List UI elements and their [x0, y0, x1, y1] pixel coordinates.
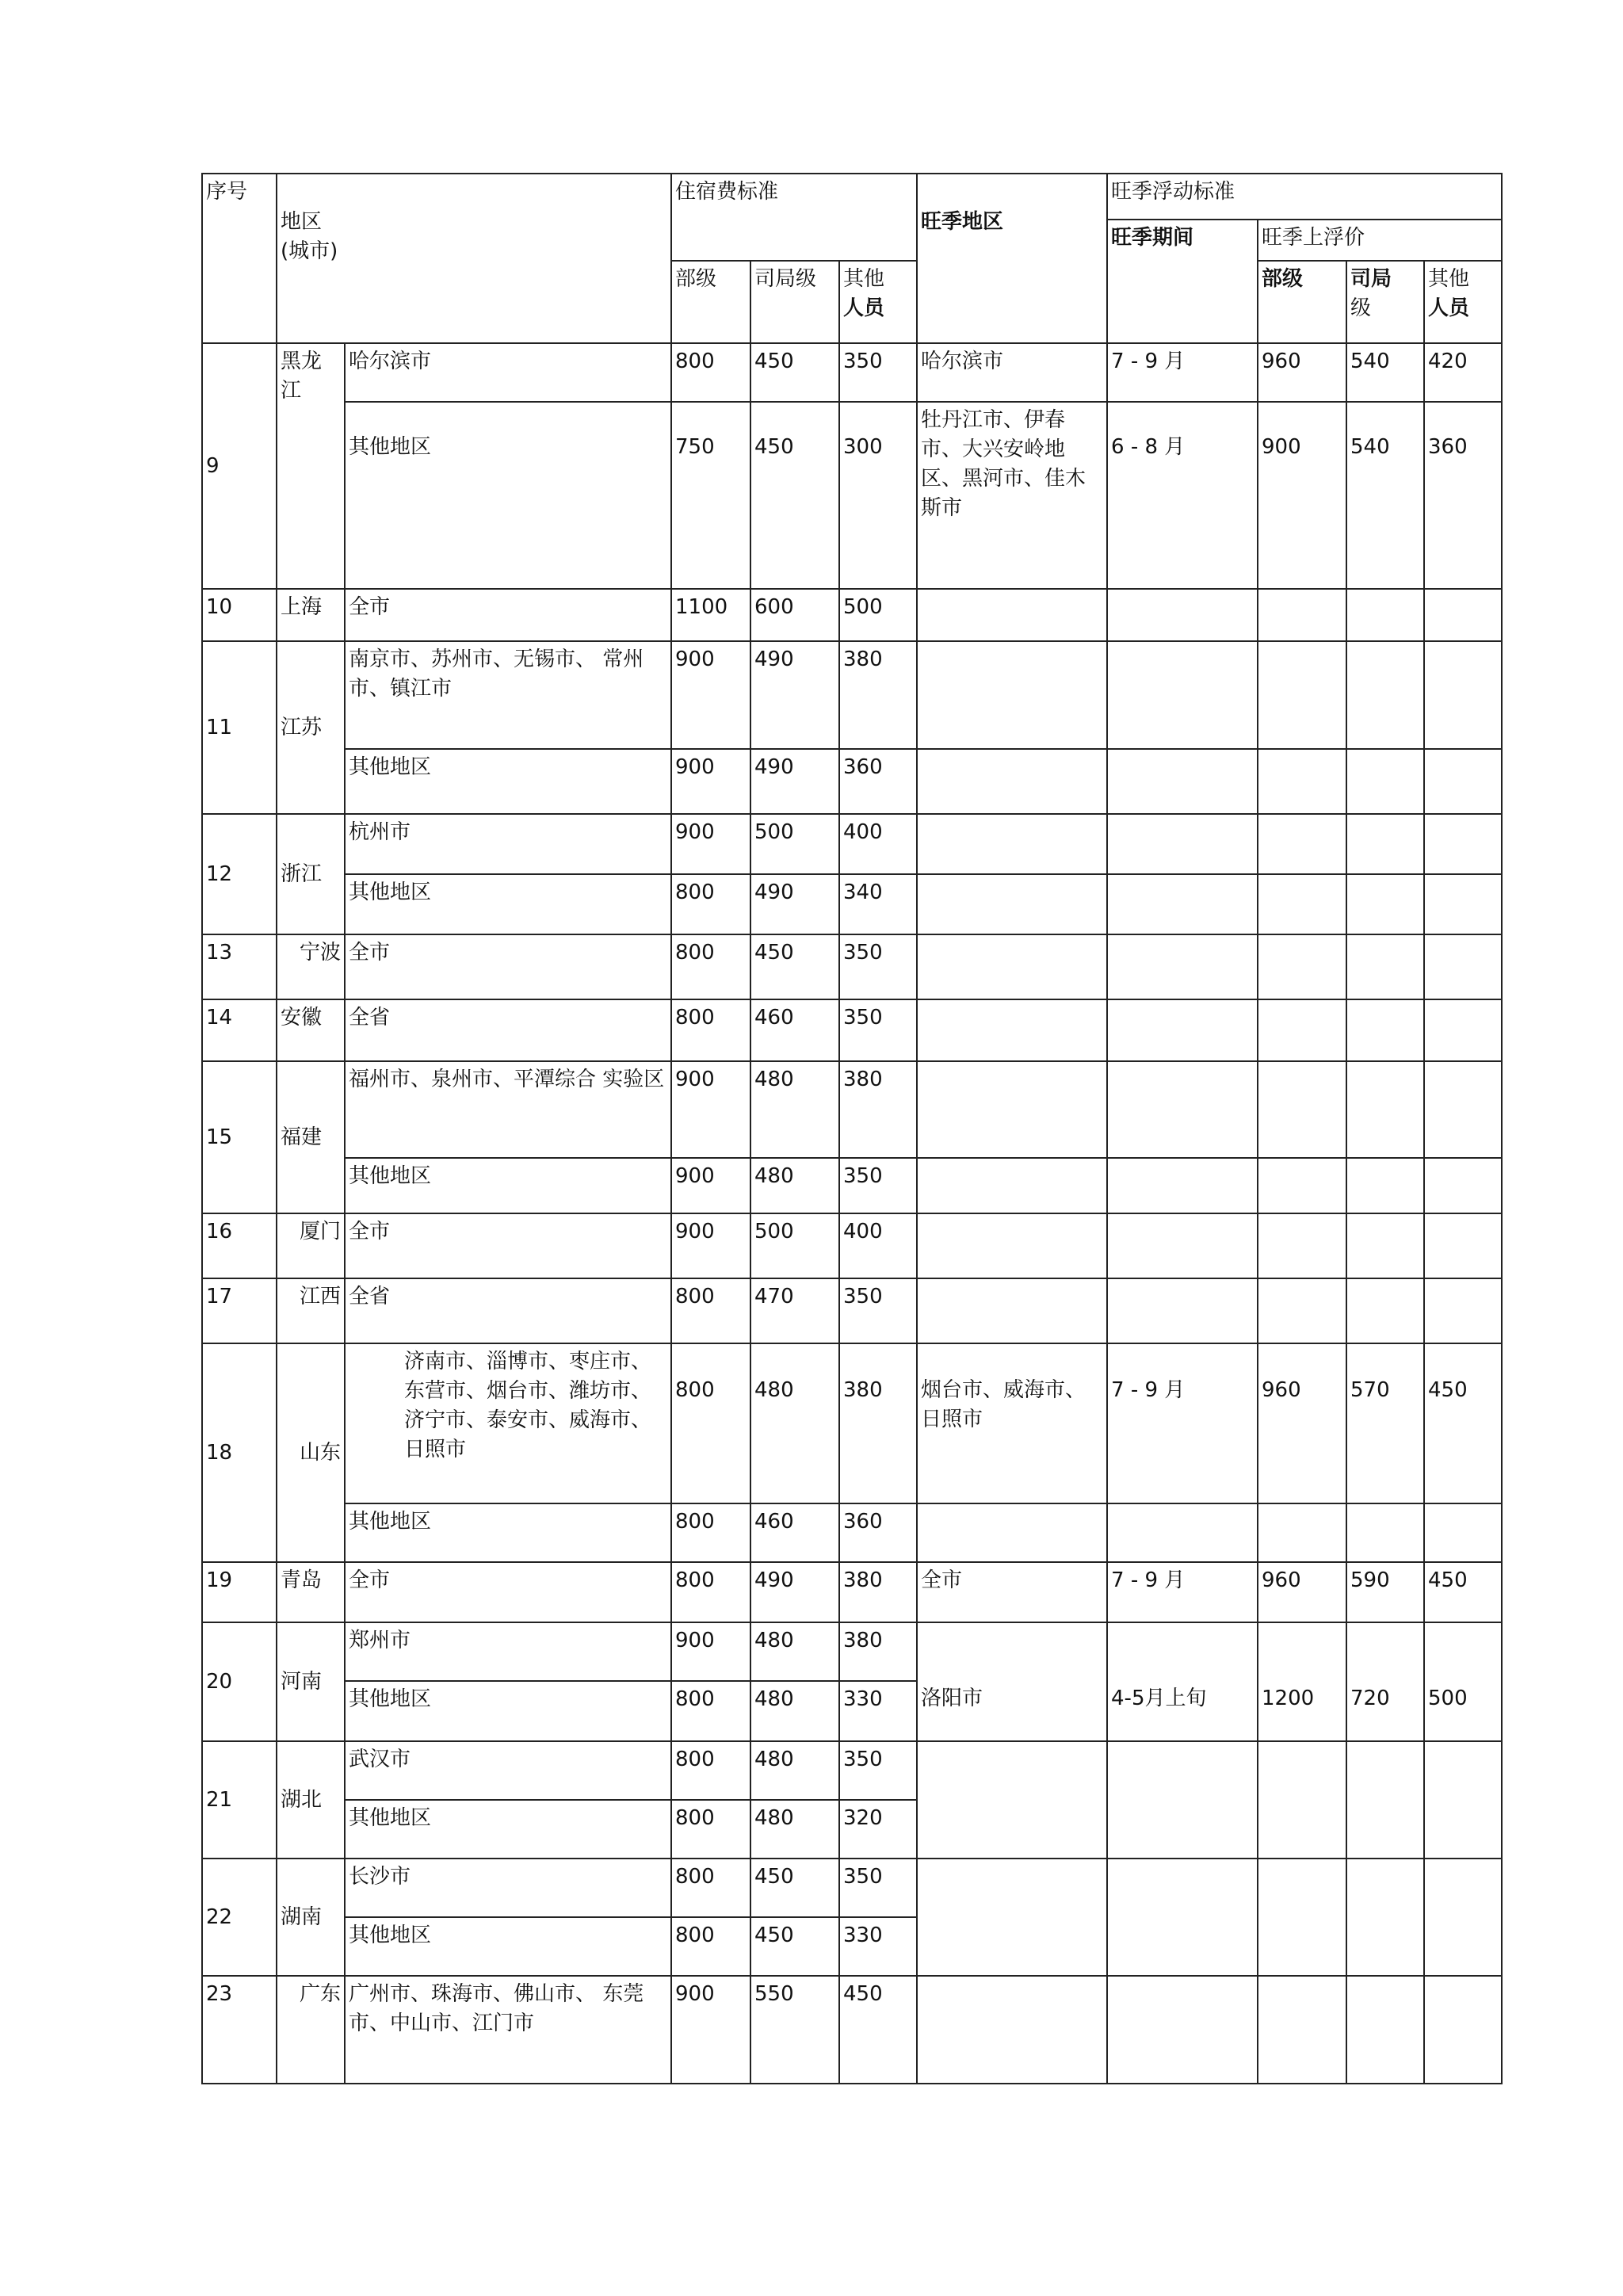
row-peak-ministerial	[1258, 1158, 1346, 1213]
row-area: 济南市、淄博市、枣庄市、东营市、烟台市、潍坊市、济宁市、泰安市、威海市、日照市	[345, 1343, 671, 1503]
row-ministerial: 800	[671, 343, 750, 402]
row-others: 360	[839, 749, 917, 814]
row-peak-others: 360	[1424, 402, 1502, 589]
row-peak-area: 烟台市、威海市、日照市	[917, 1343, 1107, 1503]
row-area: 其他地区	[345, 1800, 671, 1859]
row-peak-ministerial	[1258, 874, 1346, 934]
row-number: 15	[202, 1061, 277, 1213]
row-peak-ministerial	[1258, 641, 1346, 749]
row-bureau: 500	[750, 1213, 839, 1278]
table-row	[202, 1622, 1502, 1681]
row-peak-bureau	[1346, 814, 1424, 874]
row-peak-others-text: 500	[1428, 1687, 1468, 1710]
row-bureau: 480	[750, 1800, 839, 1859]
row-peak-period: 7 - 9 月	[1107, 1562, 1258, 1622]
row-bureau: 480	[750, 1343, 839, 1503]
row-ministerial: 1100	[671, 589, 750, 641]
table-row	[202, 1741, 1502, 1800]
row-peak-area	[917, 1503, 1107, 1562]
row-province: 江苏	[277, 641, 345, 814]
table-row	[202, 934, 1502, 999]
row-peak-area	[917, 1278, 1107, 1343]
row-peak-bureau	[1346, 589, 1424, 641]
header-peak-bureau-line2: 级	[1350, 296, 1372, 320]
row-peak-area	[917, 814, 1107, 874]
row-peak-period	[1107, 1622, 1258, 1741]
row-peak-bureau	[1346, 1278, 1424, 1343]
row-province: 河南	[277, 1622, 345, 1741]
row-peak-period	[1107, 874, 1258, 934]
row-ministerial: 800	[671, 1859, 750, 1917]
row-ministerial: 800	[671, 999, 750, 1061]
row-peak-bureau	[1346, 1859, 1424, 1976]
row-peak-period	[1107, 1859, 1258, 1976]
row-peak-area	[917, 1859, 1107, 1976]
header-seq: 序号	[202, 174, 277, 343]
row-peak-bureau	[1346, 934, 1424, 999]
row-area: 其他地区	[345, 1158, 671, 1213]
row-peak-area	[917, 999, 1107, 1061]
row-peak-bureau: 540	[1346, 343, 1424, 402]
row-peak-others	[1424, 934, 1502, 999]
row-peak-others: 450	[1424, 1343, 1502, 1503]
row-others: 330	[839, 1917, 917, 1976]
row-ministerial: 900	[671, 749, 750, 814]
row-ministerial: 800	[671, 1681, 750, 1741]
row-others: 380	[839, 1343, 917, 1503]
row-peak-others	[1424, 1278, 1502, 1343]
row-ministerial: 800	[671, 874, 750, 934]
row-others: 350	[839, 343, 917, 402]
row-ministerial: 800	[671, 1343, 750, 1503]
row-peak-period	[1107, 934, 1258, 999]
row-peak-period: 7 - 9 月	[1107, 343, 1258, 402]
row-peak-others	[1424, 749, 1502, 814]
row-ministerial: 800	[671, 1562, 750, 1622]
row-area: 武汉市	[345, 1741, 671, 1800]
row-ministerial: 900	[671, 1158, 750, 1213]
header-region	[277, 174, 671, 343]
row-area: 全省	[345, 1278, 671, 1343]
row-peak-period	[1107, 1213, 1258, 1278]
row-others: 350	[839, 1741, 917, 1800]
row-peak-area: 哈尔滨市	[917, 343, 1107, 402]
row-peak-bureau	[1346, 1622, 1424, 1741]
table-row	[202, 1562, 1502, 1622]
row-bureau: 490	[750, 874, 839, 934]
row-number: 10	[202, 589, 277, 641]
row-ministerial: 800	[671, 934, 750, 999]
row-peak-bureau: 540	[1346, 402, 1424, 589]
row-ministerial: 800	[671, 1503, 750, 1562]
header-peak-others-line2: 人员	[1428, 296, 1470, 320]
row-peak-period	[1107, 1976, 1258, 2084]
row-ministerial: 800	[671, 1741, 750, 1800]
row-number: 19	[202, 1562, 277, 1622]
row-peak-others	[1424, 641, 1502, 749]
row-others: 380	[839, 641, 917, 749]
row-area: 其他地区	[345, 1681, 671, 1741]
row-others: 500	[839, 589, 917, 641]
row-others: 400	[839, 814, 917, 874]
header-region-sub: (城市)	[281, 239, 338, 263]
row-others: 320	[839, 1800, 917, 1859]
row-others: 300	[839, 402, 917, 589]
table-row	[202, 1343, 1502, 1503]
row-province: 广东	[277, 1976, 345, 2084]
row-peak-ministerial	[1258, 1976, 1346, 2084]
row-bureau: 460	[750, 1503, 839, 1562]
table-row	[202, 402, 1502, 589]
row-province: 山东	[277, 1343, 345, 1562]
row-peak-others	[1424, 1859, 1502, 1976]
row-peak-bureau	[1346, 641, 1424, 749]
row-peak-area	[917, 1741, 1107, 1859]
row-number: 21	[202, 1741, 277, 1859]
header-lodging-others	[839, 261, 917, 343]
row-peak-area: 全市	[917, 1562, 1107, 1622]
row-area: 全市	[345, 1562, 671, 1622]
header-peak-others	[1424, 261, 1502, 343]
row-bureau: 480	[750, 1681, 839, 1741]
row-peak-area	[917, 874, 1107, 934]
header-others-line1: 其他	[843, 267, 885, 291]
row-peak-bureau	[1346, 999, 1424, 1061]
row-others: 350	[839, 1158, 917, 1213]
row-area: 全市	[345, 934, 671, 999]
row-peak-period	[1107, 641, 1258, 749]
row-province: 湖北	[277, 1741, 345, 1859]
header-peak-others-line1: 其他	[1428, 267, 1470, 291]
row-area: 全市	[345, 589, 671, 641]
table-row	[202, 874, 1502, 934]
row-ministerial: 800	[671, 1917, 750, 1976]
row-bureau: 450	[750, 343, 839, 402]
row-peak-ministerial	[1258, 589, 1346, 641]
row-number: 17	[202, 1278, 277, 1343]
row-peak-period	[1107, 749, 1258, 814]
row-peak-others: 450	[1424, 1562, 1502, 1622]
row-number: 14	[202, 999, 277, 1061]
row-ministerial: 900	[671, 1622, 750, 1681]
row-others: 380	[839, 1562, 917, 1622]
row-area: 其他地区	[345, 402, 671, 589]
row-peak-bureau-text: 720	[1350, 1687, 1390, 1710]
row-peak-period	[1107, 1061, 1258, 1158]
row-province: 上海	[277, 589, 345, 641]
table-row	[202, 343, 1502, 402]
header-peak-bureau-line1: 司局	[1350, 267, 1392, 291]
row-bureau: 450	[750, 402, 839, 589]
row-ministerial: 900	[671, 1213, 750, 1278]
row-peak-ministerial	[1258, 1061, 1346, 1158]
row-ministerial: 800	[671, 1278, 750, 1343]
row-bureau: 490	[750, 749, 839, 814]
row-peak-period	[1107, 814, 1258, 874]
row-peak-ministerial: 960	[1258, 1343, 1346, 1503]
row-ministerial: 900	[671, 641, 750, 749]
row-number: 16	[202, 1213, 277, 1278]
row-bureau: 450	[750, 1917, 839, 1976]
row-bureau: 480	[750, 1622, 839, 1681]
header-peak-price: 旺季上浮价	[1258, 220, 1502, 261]
row-area: 福州市、泉州市、平潭综合 实验区	[345, 1061, 671, 1158]
row-others: 350	[839, 1859, 917, 1917]
row-peak-area	[917, 1976, 1107, 2084]
header-lodging-ministerial: 部级	[671, 261, 750, 343]
header-peak-area: 旺季地区	[917, 174, 1107, 343]
row-ministerial: 900	[671, 1976, 750, 2084]
header-region-label: 地区	[281, 210, 323, 234]
row-bureau: 480	[750, 1061, 839, 1158]
row-ministerial: 900	[671, 814, 750, 874]
row-area: 其他地区	[345, 749, 671, 814]
row-province: 安徽	[277, 999, 345, 1061]
table-row	[202, 999, 1502, 1061]
row-province: 厦门	[277, 1213, 345, 1278]
table-row	[202, 1859, 1502, 1917]
row-others: 380	[839, 1061, 917, 1158]
row-peak-bureau	[1346, 1061, 1424, 1158]
row-peak-ministerial	[1258, 999, 1346, 1061]
row-peak-others	[1424, 1976, 1502, 2084]
header-peak-float: 旺季浮动标准	[1107, 174, 1502, 220]
row-area: 其他地区	[345, 1503, 671, 1562]
row-province: 青岛	[277, 1562, 345, 1622]
row-peak-period-text: 4-5月上旬	[1111, 1687, 1207, 1710]
row-peak-others: 420	[1424, 343, 1502, 402]
row-others: 380	[839, 1622, 917, 1681]
row-province: 江西	[277, 1278, 345, 1343]
table-row	[202, 1503, 1502, 1562]
row-area: 全省	[345, 999, 671, 1061]
row-others: 450	[839, 1976, 917, 2084]
header-peak-ministerial: 部级	[1258, 261, 1346, 343]
row-peak-others	[1424, 1503, 1502, 1562]
row-peak-ministerial	[1258, 934, 1346, 999]
table-row	[202, 1278, 1502, 1343]
row-peak-area: 牡丹江市、伊春市、大兴安岭地区、黑河市、佳木斯市	[917, 402, 1107, 589]
row-province: 浙江	[277, 814, 345, 934]
row-others: 350	[839, 934, 917, 999]
row-peak-area	[917, 749, 1107, 814]
row-others: 330	[839, 1681, 917, 1741]
row-area: 杭州市	[345, 814, 671, 874]
header-peak-period: 旺季期间	[1107, 220, 1258, 343]
row-peak-ministerial: 960	[1258, 1562, 1346, 1622]
row-province: 宁波	[277, 934, 345, 999]
row-peak-area	[917, 934, 1107, 999]
row-peak-ministerial-text: 1200	[1262, 1687, 1315, 1710]
row-others: 360	[839, 1503, 917, 1562]
row-peak-bureau	[1346, 1213, 1424, 1278]
row-peak-bureau	[1346, 1741, 1424, 1859]
row-area: 长沙市	[345, 1859, 671, 1917]
row-peak-others	[1424, 814, 1502, 874]
row-bureau: 600	[750, 589, 839, 641]
row-number: 11	[202, 641, 277, 814]
row-peak-others	[1424, 1158, 1502, 1213]
header-lodging-bureau: 司局级	[750, 261, 839, 343]
row-peak-ministerial	[1258, 1278, 1346, 1343]
row-peak-period	[1107, 999, 1258, 1061]
row-peak-ministerial	[1258, 1741, 1346, 1859]
row-peak-others	[1424, 1741, 1502, 1859]
table-row	[202, 1061, 1502, 1158]
row-peak-period	[1107, 1158, 1258, 1213]
row-province: 福建	[277, 1061, 345, 1213]
row-area: 南京市、苏州市、无锡市、 常州市、镇江市	[345, 641, 671, 749]
row-peak-period	[1107, 1741, 1258, 1859]
row-peak-bureau: 590	[1346, 1562, 1424, 1622]
row-peak-ministerial	[1258, 1213, 1346, 1278]
row-peak-period	[1107, 589, 1258, 641]
row-peak-area	[917, 589, 1107, 641]
row-bureau: 450	[750, 934, 839, 999]
row-peak-ministerial: 900	[1258, 402, 1346, 589]
row-others: 350	[839, 999, 917, 1061]
row-peak-area-text: 洛阳市	[921, 1687, 983, 1710]
row-others: 350	[839, 1278, 917, 1343]
row-bureau: 480	[750, 1741, 839, 1800]
row-province: 湖南	[277, 1859, 345, 1976]
row-peak-area	[917, 641, 1107, 749]
row-ministerial: 800	[671, 1800, 750, 1859]
row-area: 其他地区	[345, 1917, 671, 1976]
table-row	[202, 641, 1502, 749]
row-bureau: 550	[750, 1976, 839, 2084]
row-bureau: 460	[750, 999, 839, 1061]
row-peak-period: 7 - 9 月	[1107, 1343, 1258, 1503]
header-peak-bureau	[1346, 261, 1424, 343]
row-bureau: 500	[750, 814, 839, 874]
row-peak-period: 6 - 8 月	[1107, 402, 1258, 589]
row-area: 其他地区	[345, 874, 671, 934]
row-bureau: 470	[750, 1278, 839, 1343]
table-row	[202, 749, 1502, 814]
header-others-line2: 人员	[843, 296, 885, 320]
row-number: 13	[202, 934, 277, 999]
row-peak-others	[1424, 999, 1502, 1061]
row-others: 400	[839, 1213, 917, 1278]
row-peak-bureau	[1346, 1976, 1424, 2084]
row-number: 23	[202, 1976, 277, 2084]
row-bureau: 490	[750, 1562, 839, 1622]
row-peak-ministerial: 960	[1258, 343, 1346, 402]
table-row	[202, 589, 1502, 641]
row-peak-bureau	[1346, 1503, 1424, 1562]
row-peak-others	[1424, 1213, 1502, 1278]
row-ministerial: 750	[671, 402, 750, 589]
row-area: 广州市、珠海市、佛山市、 东莞市、中山市、江门市	[345, 1976, 671, 2084]
row-peak-bureau	[1346, 749, 1424, 814]
row-bureau: 450	[750, 1859, 839, 1917]
table-row	[202, 1976, 1502, 2084]
table-row	[202, 814, 1502, 874]
row-number: 22	[202, 1859, 277, 1976]
row-number: 12	[202, 814, 277, 934]
table-row	[202, 1213, 1502, 1278]
row-peak-ministerial	[1258, 749, 1346, 814]
lodging-standard-table	[201, 173, 1503, 2084]
row-peak-area	[917, 1213, 1107, 1278]
row-area: 全市	[345, 1213, 671, 1278]
row-number: 20	[202, 1622, 277, 1741]
row-peak-period	[1107, 1503, 1258, 1562]
row-ministerial: 900	[671, 1061, 750, 1158]
row-province: 黑龙江	[277, 343, 345, 589]
row-peak-area	[917, 1061, 1107, 1158]
row-area: 哈尔滨市	[345, 343, 671, 402]
row-area: 郑州市	[345, 1622, 671, 1681]
row-bureau: 480	[750, 1158, 839, 1213]
row-peak-others	[1424, 874, 1502, 934]
row-peak-ministerial	[1258, 1503, 1346, 1562]
row-others: 340	[839, 874, 917, 934]
row-peak-area	[917, 1158, 1107, 1213]
row-peak-others	[1424, 589, 1502, 641]
row-peak-ministerial	[1258, 1622, 1346, 1741]
row-peak-ministerial	[1258, 814, 1346, 874]
table-row	[202, 1158, 1502, 1213]
row-peak-others	[1424, 1061, 1502, 1158]
row-number: 18	[202, 1343, 277, 1562]
row-number: 9	[202, 343, 277, 589]
row-peak-ministerial	[1258, 1859, 1346, 1976]
row-bureau: 490	[750, 641, 839, 749]
row-peak-others	[1424, 1622, 1502, 1741]
row-peak-period	[1107, 1278, 1258, 1343]
row-peak-bureau	[1346, 874, 1424, 934]
header-lodging: 住宿费标准	[671, 174, 917, 261]
row-peak-bureau: 570	[1346, 1343, 1424, 1503]
row-peak-bureau	[1346, 1158, 1424, 1213]
row-peak-area	[917, 1622, 1107, 1741]
